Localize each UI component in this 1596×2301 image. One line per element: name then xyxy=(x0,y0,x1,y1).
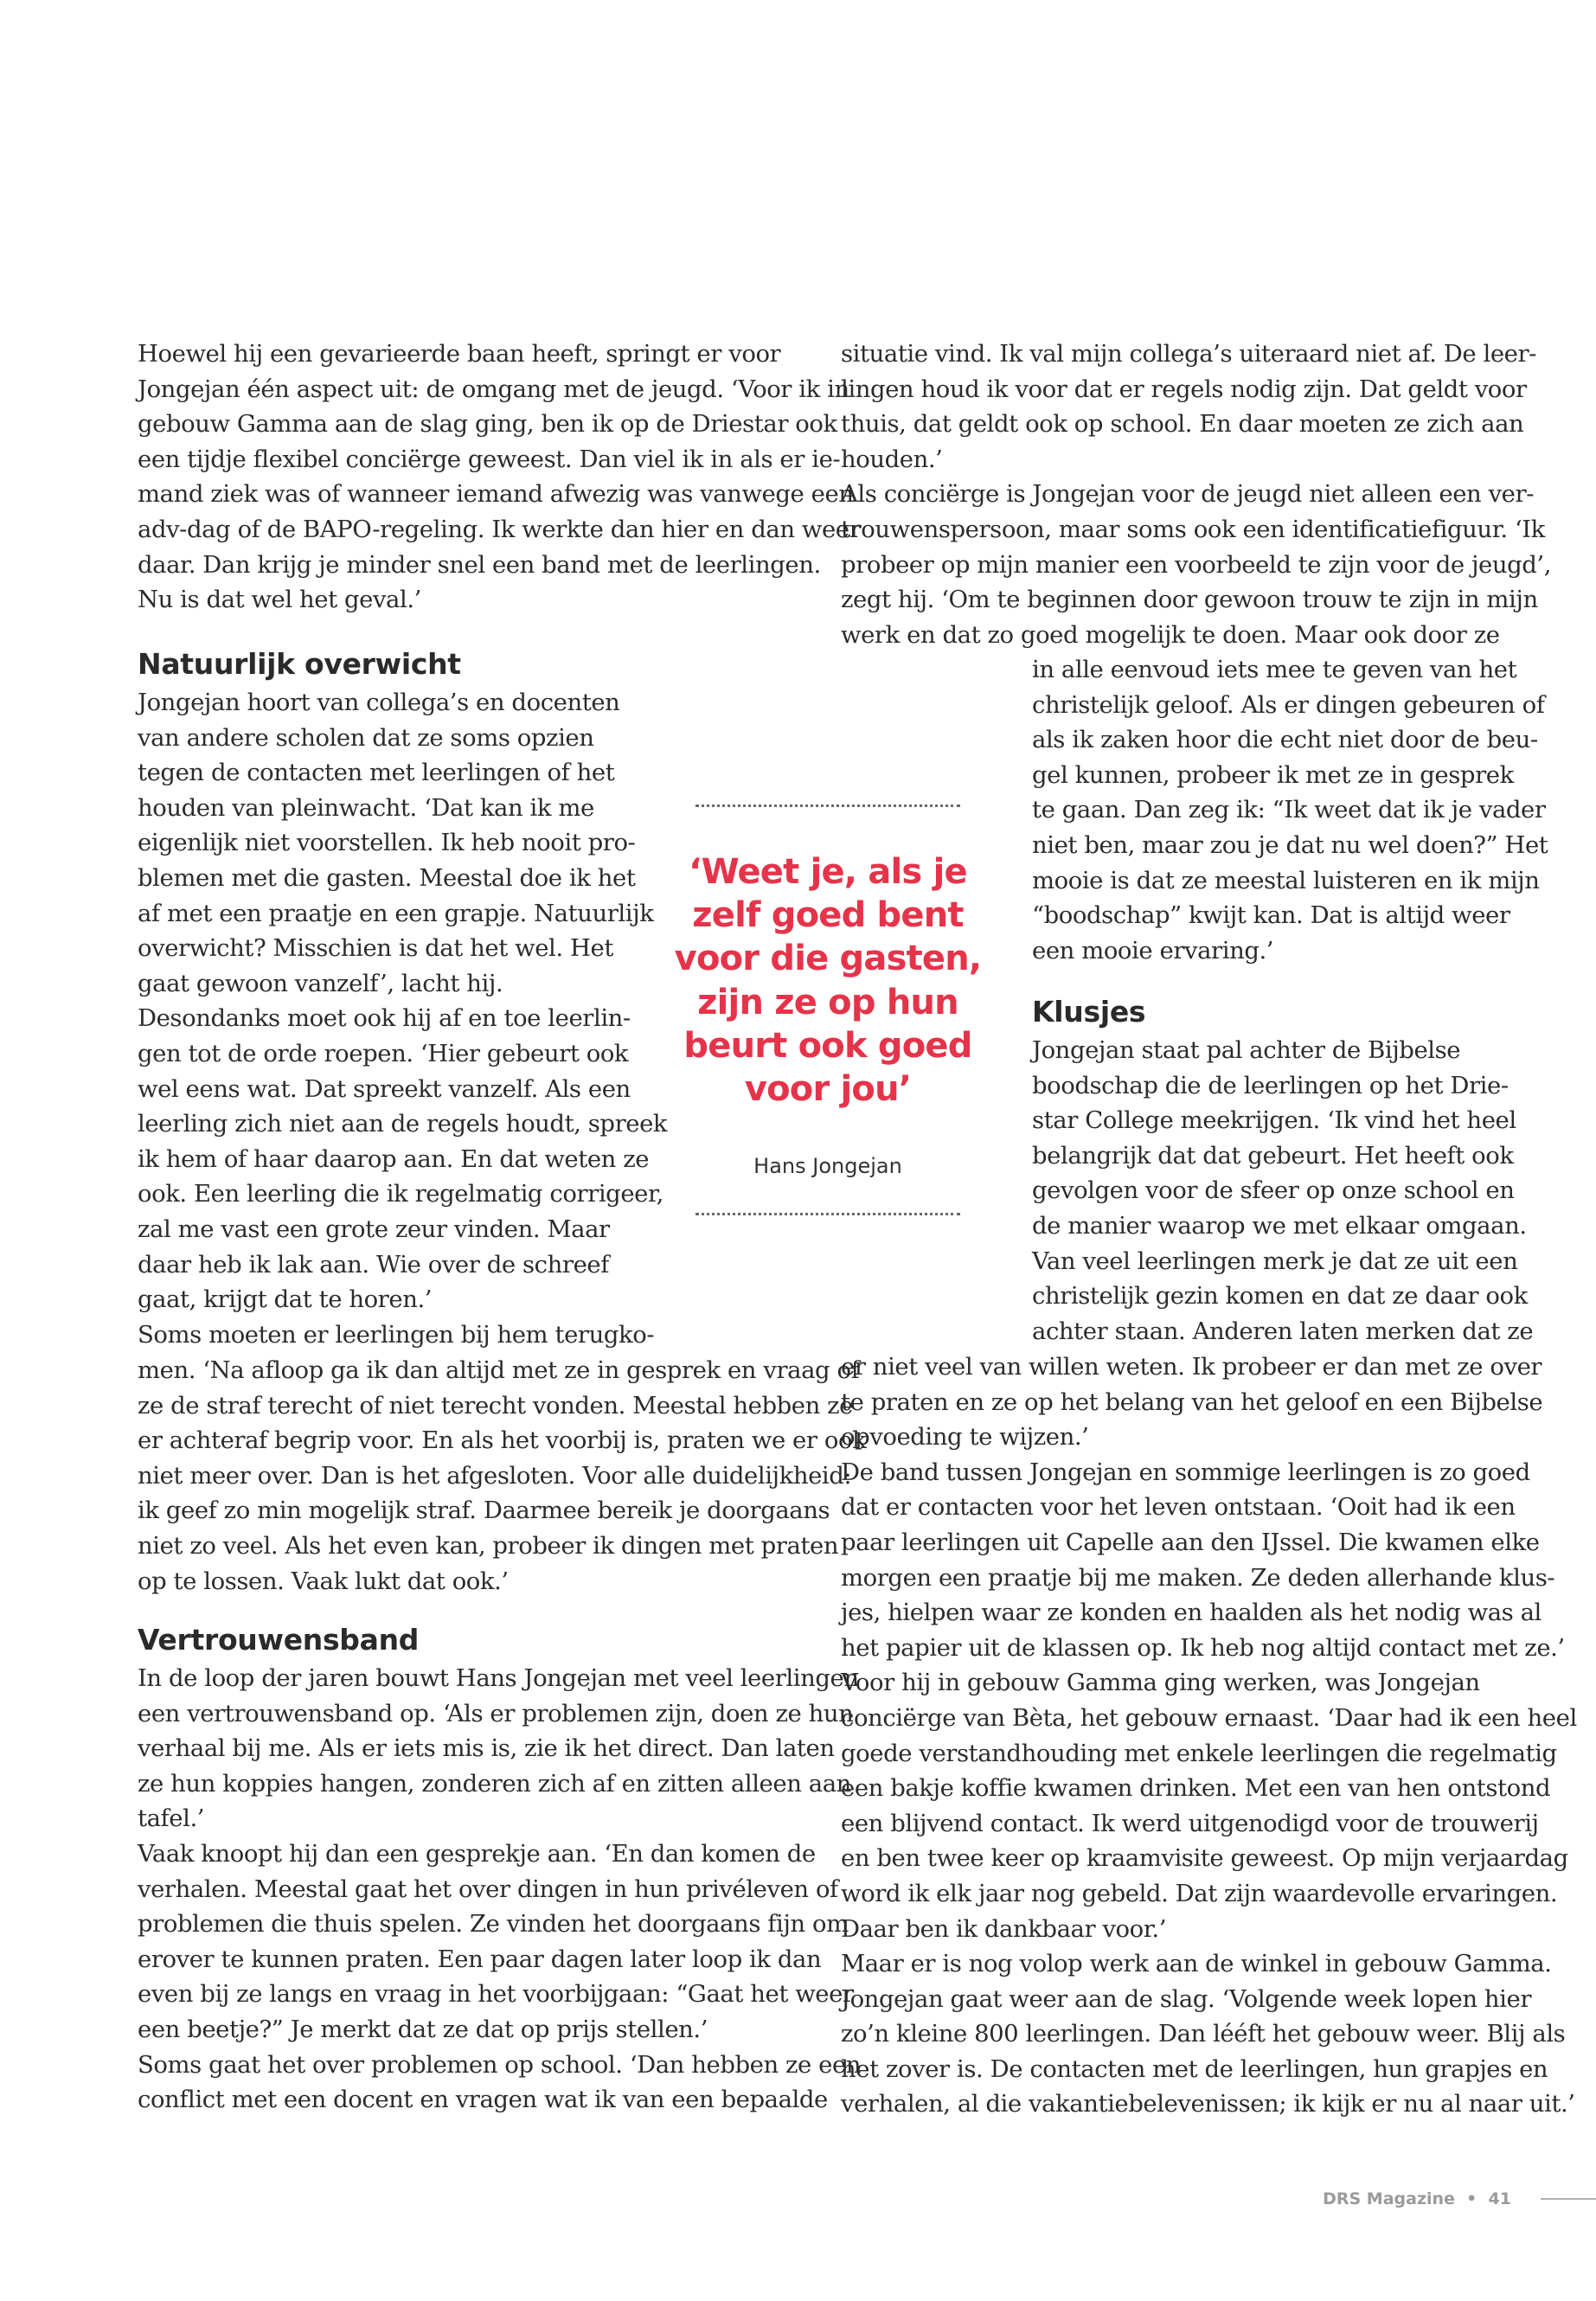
text-line: het zover is. De contacten met de leerlingen, hun grapjes en xyxy=(841,2054,1548,2083)
text-line: star College meekrijgen. ‘Ik vind het heel xyxy=(1032,1106,1516,1135)
text-line: Hoewel hij een gevarieerde baan heeft, springt er voor xyxy=(138,340,781,368)
text-line: Soms gaat het over problemen op school. ‘Dan hebben ze een xyxy=(138,2050,862,2079)
text-line: Als conciërge is Jongejan voor de jeugd niet alleen een ver- xyxy=(841,480,1535,509)
text-line: er niet veel van willen weten. Ik probeer er dan met ze over xyxy=(841,1353,1542,1381)
text-line: gaat gewoon vanzelf’, lacht hij. xyxy=(138,969,503,997)
text-line: ik geef zo min mogelijk straf. Daarmee bereik je doorgaans xyxy=(138,1497,830,1525)
text-line: De band tussen Jongejan en sommige leerlingen is zo goed xyxy=(841,1458,1530,1486)
text-line: ze hun koppies hangen, zonderen zich af en zitten alleen aan xyxy=(138,1769,851,1798)
text-line: mand ziek was of wanneer iemand afwezig was vanwege een xyxy=(138,480,854,509)
text-line: Jongejan hoort van collega’s en docenten xyxy=(138,689,620,716)
text-line: niet zo veel. Als het even kan, probeer ik dingen met praten xyxy=(138,1531,839,1560)
text-line: christelijk gezin komen en dat ze daar ook xyxy=(1032,1282,1528,1311)
text-line: morgen een praatje bij me maken. Ze deden allerhande klus- xyxy=(841,1563,1555,1592)
text-line: zal me vast een grote zeur vinden. Maar xyxy=(138,1215,610,1243)
text-line: gevolgen voor de sfeer op onze school en xyxy=(1032,1176,1515,1205)
pull-quote-top-rule xyxy=(695,804,960,807)
text-line: goede verstandhouding met enkele leerlingen die regelmatig xyxy=(841,1739,1557,1767)
text-line: Nu is dat wel het geval.’ xyxy=(138,586,421,614)
pull-quote-bottom-rule xyxy=(695,1213,960,1215)
text-line: op te lossen. Vaak lukt dat ook.’ xyxy=(138,1567,509,1595)
text-line: lingen houd ik voor dat er regels nodig zijn. Dat geldt voor xyxy=(841,375,1527,403)
left-intro-text xyxy=(138,336,860,618)
text-line: Jongejan één aspect uit: de omgang met de jeugd. ‘Voor ik in xyxy=(138,375,849,403)
text-line: te praten en ze op het belang van het geloof en een Bijbelse xyxy=(841,1388,1543,1416)
text-line: Jongejan gaat weer aan de slag. ‘Volgende week lopen hier xyxy=(841,1984,1532,2013)
text-line: mooie is dat ze meestal luisteren en ik mijn xyxy=(1032,866,1540,894)
text-line: een tijdje flexibel conciërge geweest. Dan viel ik in als er ie- xyxy=(138,445,841,473)
text-line: werk en dat zo goed mogelijk te doen. Maar ook door ze xyxy=(841,620,1500,649)
text-line: blemen met die gasten. Meestal doe ik het xyxy=(138,863,636,892)
text-line: ‘Weet je, als je xyxy=(689,852,967,892)
text-line: trouwenspersoon, maar soms ook een identificatiefiguur. ‘Ik xyxy=(841,515,1545,543)
text-line: een mooie ervaring.’ xyxy=(1032,936,1274,965)
text-line: ik hem of haar daarop aan. En dat weten ze xyxy=(138,1144,650,1173)
text-line: paar leerlingen uit Capelle aan den IJssel. Die kwamen elke xyxy=(841,1528,1540,1556)
pull-quote xyxy=(657,850,998,1111)
right-top-narrow-text xyxy=(1032,652,1548,968)
text-line: gen tot de orde roepen. ‘Hier gebeurt ook xyxy=(138,1039,629,1067)
right-klusjes-narrow-text xyxy=(1032,1033,1533,1349)
text-line: men. ‘Na afloop ga ik dan altijd met ze in gesprek en vraag of xyxy=(138,1356,860,1384)
text-line: tegen de contacten met leerlingen of het xyxy=(138,759,615,787)
footer-rule xyxy=(1541,2198,1596,2200)
text-line: dat er contacten voor het leven ontstaan. ‘Ooit had ik een xyxy=(841,1493,1516,1522)
text-line: conciërge van Bèta, het gebouw ernaast. ‘Daar had ik een heel xyxy=(841,1703,1577,1732)
text-line: ook. Een leerling die ik regelmatig corrigeer, xyxy=(138,1180,663,1208)
text-line: Vaak knoopt hij dan een gesprekje aan. ‘En dan komen de xyxy=(138,1839,816,1868)
text-line: af met een praatje en een grapje. Natuurlijk xyxy=(138,899,654,927)
text-line: wel eens wat. Dat spreekt vanzelf. Als een xyxy=(138,1074,631,1103)
text-line: achter staan. Anderen laten merken dat ze xyxy=(1032,1317,1534,1345)
text-line: verhaal bij me. Als er iets mis is, zie ik het direct. Dan laten xyxy=(138,1734,835,1763)
text-line: en ben twee keer op kraamvisite geweest. Op mijn verjaardag xyxy=(841,1844,1568,1873)
text-line: zo’n kleine 800 leerlingen. Dan lééft het gebouw weer. Blij als xyxy=(841,2020,1566,2048)
text-line: houden van pleinwacht. ‘Dat kan ik me xyxy=(138,793,594,822)
text-line: Desondanks moet ook hij af en toe leerlin- xyxy=(138,1004,631,1033)
text-line: voor jou’ xyxy=(744,1068,912,1109)
text-line: verhalen, al die vakantiebelevenissen; ik kijk er nu al naar uit.’ xyxy=(841,2090,1575,2118)
text-line: problemen die thuis spelen. Ze vinden het doorgaans fijn om xyxy=(138,1910,849,1939)
left-vertrouwensband-text xyxy=(138,1661,861,2118)
text-line: daar. Dan krijg je minder snel een band met de leerlingen. xyxy=(138,550,821,579)
text-line: erover te kunnen praten. Een paar dagen later loop ik dan xyxy=(138,1945,822,1973)
text-line: het papier uit de klassen op. Ik heb nog altijd contact met ze.’ xyxy=(841,1633,1565,1662)
text-line: een bakje koffie kwamen drinken. Met een van hen ontstond xyxy=(841,1774,1551,1803)
heading-vertrouwensband: Vertrouwensband xyxy=(138,1623,420,1657)
text-line: conflict met een docent en vragen wat ik van een bepaalde xyxy=(138,2086,828,2114)
pull-quote-attribution: Hans Jongejan xyxy=(753,1154,902,1178)
text-line: belangrijk dat dat gebeurt. Het heeft ook xyxy=(1032,1141,1514,1170)
text-line: eigenlijk niet voorstellen. Ik heb nooit pro- xyxy=(138,829,636,857)
text-line: zegt hij. ‘Om te beginnen door gewoon trouw te zijn in mijn xyxy=(841,586,1538,614)
text-line: word ik elk jaar nog gebeld. Dat zijn waardevolle ervaringen. xyxy=(841,1879,1558,1907)
text-line: te gaan. Dan zeg ik: “Ik weet dat ik je vader xyxy=(1032,796,1546,824)
text-line: overwicht? Misschien is dat het wel. Het xyxy=(138,934,613,963)
text-line: beurt ook goed xyxy=(683,1025,972,1066)
text-line: Voor hij in gebouw Gamma ging werken, was Jongejan xyxy=(841,1669,1480,1697)
text-line: boodschap die de leerlingen op het Drie- xyxy=(1032,1071,1509,1099)
text-line: gaat, krijgt dat te horen.’ xyxy=(138,1285,433,1314)
text-line: Daar ben ik dankbaar voor.’ xyxy=(841,1914,1167,1943)
left-natuurlijk-full-text xyxy=(138,1353,866,1599)
right-klusjes-full-text xyxy=(841,1349,1577,2122)
text-line: Maar er is nog volop werk aan de winkel in gebouw Gamma. xyxy=(841,1950,1552,1978)
right-top-full-text xyxy=(841,336,1551,652)
text-line: ze de straf terecht of niet terecht vonden. Meestal hebben ze xyxy=(138,1391,854,1420)
text-line: tafel.’ xyxy=(138,1804,205,1833)
text-line: leerling zich niet aan de regels houdt, spreek xyxy=(138,1110,668,1138)
page-footer: DRS Magazine • 41 xyxy=(1323,2189,1511,2208)
text-line: Van veel leerlingen merk je dat ze uit een xyxy=(1032,1247,1518,1275)
text-line: de manier waarop we met elkaar omgaan. xyxy=(1032,1211,1527,1240)
text-line: van andere scholen dat ze soms opzien xyxy=(138,723,594,752)
text-line: gel kunnen, probeer ik met ze in gesprek xyxy=(1032,760,1514,789)
text-line: gebouw Gamma aan de slag ging, ben ik op de Driestar ook xyxy=(138,410,837,439)
text-line: verhalen. Meestal gaat het over dingen in hun privéleven of xyxy=(138,1875,838,1903)
text-line: niet meer over. Dan is het afgesloten. Voor alle duidelijkheid: xyxy=(138,1461,852,1490)
heading-natuurlijk-overwicht: Natuurlijk overwicht xyxy=(138,647,461,681)
text-line: probeer op mijn manier een voorbeeld te zijn voor de jeugd’, xyxy=(841,550,1552,579)
text-line: daar heb ik lak aan. Wie over de schreef xyxy=(138,1250,609,1279)
text-line: In de loop der jaren bouwt Hans Jongejan met veel leerlingen xyxy=(138,1664,859,1692)
text-line: een blijvend contact. Ik werd uitgenodigd voor de trouwerij xyxy=(841,1809,1539,1837)
text-line: voor die gasten, xyxy=(674,939,982,979)
text-line: thuis, dat geldt ook op school. En daar moeten ze zich aan xyxy=(841,410,1524,439)
text-line: niet ben, maar zou je dat nu wel doen?” Het xyxy=(1032,830,1548,859)
text-line: in alle eenvoud iets mee te geven van het xyxy=(1032,656,1517,683)
text-line: Soms moeten er leerlingen bij hem terugko- xyxy=(138,1320,655,1349)
text-line: “boodschap” kwijt kan. Dat is altijd weer xyxy=(1032,901,1510,930)
text-line: een beetje?” Je merkt dat ze dat op prijs stellen.’ xyxy=(138,2015,708,2043)
text-line: houden.’ xyxy=(841,445,943,473)
heading-klusjes: Klusjes xyxy=(1032,995,1146,1029)
text-line: er achteraf begrip voor. En als het voorbij is, praten we er ook xyxy=(138,1426,867,1455)
text-line: een vertrouwensband op. ‘Als er problemen zijn, doen ze hun xyxy=(138,1699,854,1727)
text-line: jes, hielpen waar ze konden en haalden als het nodig was al xyxy=(841,1599,1542,1627)
text-line: christelijk geloof. Als er dingen gebeuren of xyxy=(1032,690,1545,719)
text-line: situatie vind. Ik val mijn collega’s uiteraard niet af. De leer- xyxy=(841,340,1537,368)
text-line: even bij ze langs en vraag in het voorbijgaan: “Gaat het weer xyxy=(138,1980,854,2009)
text-line: als ik zaken hoor die echt niet door de beu- xyxy=(1032,726,1538,754)
text-line: Jongejan staat pal achter de Bijbelse xyxy=(1032,1036,1461,1064)
text-line: zijn ze op hun xyxy=(697,982,958,1022)
text-line: opvoeding te wijzen.’ xyxy=(841,1423,1089,1452)
text-line: adv-dag of de BAPO-regeling. Ik werkte dan hier en dan weer xyxy=(138,515,861,543)
text-line: zelf goed bent xyxy=(692,895,964,936)
left-natuurlijk-narrow-text xyxy=(138,685,667,1352)
